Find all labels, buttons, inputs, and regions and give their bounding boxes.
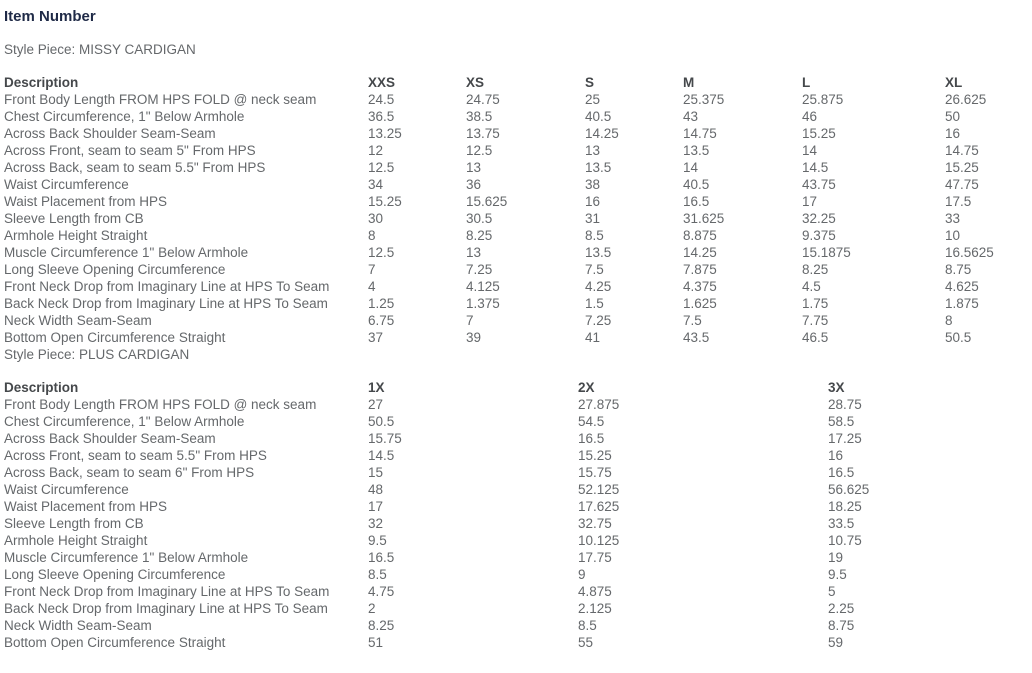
measurement-description: Waist Placement from HPS — [4, 499, 168, 514]
table-row — [4, 210, 1032, 227]
measurement-value: 33.5 — [828, 516, 855, 531]
measurement-value: 17.5 — [945, 194, 972, 209]
measurement-value: 15 — [368, 465, 384, 480]
measurement-value: 59 — [828, 635, 844, 650]
measurement-value: 34 — [368, 177, 384, 192]
measurement-value: 8.75 — [945, 262, 972, 277]
measurement-description: Armhole Height Straight — [4, 533, 148, 548]
measurement-value: 51 — [368, 635, 384, 650]
measurement-value: 2.25 — [828, 601, 855, 616]
column-header-size: 3X — [828, 380, 845, 395]
column-header-size: XXS — [368, 75, 396, 90]
measurement-value: 16 — [585, 194, 601, 209]
missy-cardigan-size-table — [4, 74, 1032, 346]
measurement-value: 10 — [945, 228, 961, 243]
column-header-size: 2X — [578, 380, 595, 395]
measurement-description: Sleeve Length from CB — [4, 516, 144, 531]
measurement-value: 25.375 — [683, 92, 725, 107]
table-row — [4, 329, 1032, 346]
measurement-description: Long Sleeve Opening Circumference — [4, 262, 226, 277]
measurement-value: 7.5 — [683, 313, 702, 328]
measurement-value: 52.125 — [578, 482, 620, 497]
measurement-description: Front Neck Drop from Imaginary Line at HPS To Seam — [4, 584, 330, 599]
table-row — [4, 464, 1032, 481]
measurement-value: 9.5 — [828, 567, 847, 582]
measurement-value: 8 — [945, 313, 953, 328]
measurement-value: 46.5 — [802, 330, 829, 345]
measurement-value: 13 — [466, 245, 482, 260]
measurement-value: 43 — [683, 109, 699, 124]
measurement-value: 4.375 — [683, 279, 717, 294]
measurement-value: 25 — [585, 92, 601, 107]
measurement-description: Chest Circumference, 1" Below Armhole — [4, 109, 245, 124]
measurement-value: 13.75 — [466, 126, 500, 141]
table-row — [4, 413, 1032, 430]
measurement-value: 9.5 — [368, 533, 387, 548]
measurement-value: 32 — [368, 516, 384, 531]
measurement-value: 4 — [368, 279, 376, 294]
table-row — [4, 91, 1032, 108]
measurement-value: 17.25 — [828, 431, 862, 446]
measurement-value: 15.625 — [466, 194, 508, 209]
measurement-value: 43.75 — [802, 177, 836, 192]
measurement-value: 15.25 — [578, 448, 612, 463]
measurement-value: 13.5 — [585, 160, 612, 175]
measurement-value: 16.5 — [683, 194, 710, 209]
table-row — [4, 159, 1032, 176]
measurement-value: 58.5 — [828, 414, 855, 429]
measurement-value: 56.625 — [828, 482, 870, 497]
measurement-value: 7.25 — [585, 313, 612, 328]
measurement-value: 15.25 — [368, 194, 402, 209]
measurement-value: 12 — [368, 143, 384, 158]
table-row — [4, 312, 1032, 329]
measurement-value: 32.75 — [578, 516, 612, 531]
measurement-value: 50.5 — [945, 330, 972, 345]
measurement-value: 27 — [368, 397, 384, 412]
column-header-size: L — [802, 75, 811, 90]
table-row — [4, 447, 1032, 464]
measurement-value: 15.1875 — [802, 245, 851, 260]
measurement-description: Long Sleeve Opening Circumference — [4, 567, 226, 582]
measurement-value: 12.5 — [466, 143, 493, 158]
measurement-value: 13.5 — [585, 245, 612, 260]
measurement-value: 9 — [578, 567, 586, 582]
table-row — [4, 566, 1032, 583]
measurement-value: 8.25 — [802, 262, 829, 277]
measurement-value: 14.75 — [683, 126, 717, 141]
measurement-value: 14 — [683, 160, 699, 175]
measurement-value: 2 — [368, 601, 376, 616]
measurement-description: Waist Placement from HPS — [4, 194, 168, 209]
measurement-value: 27.875 — [578, 397, 620, 412]
measurement-description: Across Front, seam to seam 5.5" From HPS — [4, 448, 267, 463]
measurement-value: 8.25 — [368, 618, 395, 633]
measurement-value: 36.5 — [368, 109, 395, 124]
measurement-value: 14.25 — [683, 245, 717, 260]
measurement-value: 8.25 — [466, 228, 493, 243]
measurement-value: 38.5 — [466, 109, 493, 124]
table-row — [4, 176, 1032, 193]
table-row — [4, 244, 1032, 261]
measurement-value: 1.875 — [945, 296, 979, 311]
measurement-value: 8.5 — [368, 567, 387, 582]
measurement-value: 7 — [466, 313, 474, 328]
measurement-value: 40.5 — [585, 109, 612, 124]
table-row — [4, 498, 1032, 515]
column-header-size: 1X — [368, 380, 385, 395]
measurement-value: 17.625 — [578, 499, 620, 514]
measurement-value: 1.25 — [368, 296, 395, 311]
measurement-value: 38 — [585, 177, 601, 192]
measurement-value: 15.25 — [802, 126, 836, 141]
measurement-value: 7.5 — [585, 262, 604, 277]
plus-cardigan-size-table — [4, 379, 1032, 651]
measurement-value: 14.5 — [368, 448, 395, 463]
measurement-description: Front Body Length FROM HPS FOLD @ neck seam — [4, 92, 317, 107]
measurement-value: 15.25 — [945, 160, 979, 175]
table-row — [4, 278, 1032, 295]
measurement-value: 12.5 — [368, 160, 395, 175]
measurement-value: 10.75 — [828, 533, 862, 548]
style-piece-label-plus: Style Piece: PLUS CARDIGAN — [4, 347, 190, 362]
measurement-description: Front Body Length FROM HPS FOLD @ neck seam — [4, 397, 317, 412]
measurement-value: 7.875 — [683, 262, 717, 277]
column-header-description: Description — [4, 75, 79, 90]
table-row — [4, 430, 1032, 447]
page-title: Item Number — [4, 8, 96, 25]
measurement-description: Bottom Open Circumference Straight — [4, 330, 226, 345]
measurement-value: 17 — [802, 194, 818, 209]
measurement-value: 13 — [585, 143, 601, 158]
measurement-value: 26.625 — [945, 92, 987, 107]
measurement-description: Chest Circumference, 1" Below Armhole — [4, 414, 245, 429]
measurement-value: 1.625 — [683, 296, 717, 311]
measurement-description: Across Back, seam to seam 6" From HPS — [4, 465, 255, 480]
measurement-value: 28.75 — [828, 397, 862, 412]
measurement-value: 55 — [578, 635, 594, 650]
measurement-value: 8.875 — [683, 228, 717, 243]
measurement-value: 40.5 — [683, 177, 710, 192]
measurement-value: 15.75 — [368, 431, 402, 446]
measurement-value: 13 — [466, 160, 482, 175]
table-row — [4, 227, 1032, 244]
measurement-value: 15.75 — [578, 465, 612, 480]
measurement-value: 10.125 — [578, 533, 620, 548]
measurement-description: Bottom Open Circumference Straight — [4, 635, 226, 650]
measurement-value: 1.5 — [585, 296, 604, 311]
measurement-description: Across Front, seam to seam 5" From HPS — [4, 143, 256, 158]
measurement-value: 8.5 — [585, 228, 604, 243]
measurement-description: Front Neck Drop from Imaginary Line at HPS To Seam — [4, 279, 330, 294]
measurement-value: 1.375 — [466, 296, 500, 311]
table-row — [4, 108, 1032, 125]
table-row — [4, 396, 1032, 413]
measurement-value: 4.625 — [945, 279, 979, 294]
measurement-value: 16.5625 — [945, 245, 994, 260]
measurement-description: Muscle Circumference 1" Below Armhole — [4, 245, 249, 260]
measurement-value: 50.5 — [368, 414, 395, 429]
column-header-size: M — [683, 75, 695, 90]
table-row — [4, 634, 1032, 651]
measurement-value: 7 — [368, 262, 376, 277]
measurement-value: 13.5 — [683, 143, 710, 158]
measurement-value: 14.5 — [802, 160, 829, 175]
measurement-value: 30.5 — [466, 211, 493, 226]
column-header-size: XL — [945, 75, 963, 90]
measurement-description: Armhole Height Straight — [4, 228, 148, 243]
measurement-value: 4.875 — [578, 584, 612, 599]
measurement-value: 4.125 — [466, 279, 500, 294]
table-row — [4, 532, 1032, 549]
measurement-value: 39 — [466, 330, 482, 345]
measurement-value: 14 — [802, 143, 818, 158]
measurement-value: 48 — [368, 482, 384, 497]
measurement-value: 18.25 — [828, 499, 862, 514]
measurement-description: Sleeve Length from CB — [4, 211, 144, 226]
table-row — [4, 515, 1032, 532]
measurement-value: 12.5 — [368, 245, 395, 260]
measurement-description: Muscle Circumference 1" Below Armhole — [4, 550, 249, 565]
measurement-description: Neck Width Seam-Seam — [4, 618, 152, 633]
measurement-value: 54.5 — [578, 414, 605, 429]
table-row — [4, 193, 1032, 210]
measurement-description: Across Back Shoulder Seam-Seam — [4, 431, 216, 446]
column-header-size: XS — [466, 75, 485, 90]
table-row — [4, 261, 1032, 278]
table-row — [4, 125, 1032, 142]
measurement-value: 19 — [828, 550, 844, 565]
measurement-value: 30 — [368, 211, 384, 226]
column-header-size: S — [585, 75, 595, 90]
table-row — [4, 600, 1032, 617]
measurement-description: Across Back, seam to seam 5.5" From HPS — [4, 160, 266, 175]
measurement-value: 16 — [945, 126, 961, 141]
measurement-value: 33 — [945, 211, 961, 226]
measurement-description: Across Back Shoulder Seam-Seam — [4, 126, 216, 141]
measurement-value: 7.25 — [466, 262, 493, 277]
measurement-value: 16.5 — [828, 465, 855, 480]
measurement-value: 9.375 — [802, 228, 836, 243]
measurement-value: 2.125 — [578, 601, 612, 616]
measurement-value: 37 — [368, 330, 384, 345]
measurement-description: Back Neck Drop from Imaginary Line at HPS To Seam — [4, 601, 328, 616]
measurement-description: Neck Width Seam-Seam — [4, 313, 152, 328]
column-header-description: Description — [4, 380, 79, 395]
measurement-value: 4.75 — [368, 584, 395, 599]
measurement-value: 17 — [368, 499, 384, 514]
measurement-value: 14.75 — [945, 143, 979, 158]
table-row — [4, 142, 1032, 159]
measurement-value: 46 — [802, 109, 818, 124]
measurement-value: 50 — [945, 109, 961, 124]
measurement-value: 24.75 — [466, 92, 500, 107]
measurement-value: 4.5 — [802, 279, 821, 294]
measurement-value: 8.5 — [578, 618, 597, 633]
measurement-description: Back Neck Drop from Imaginary Line at HPS To Seam — [4, 296, 328, 311]
measurement-value: 36 — [466, 177, 482, 192]
measurement-value: 7.75 — [802, 313, 829, 328]
table-row — [4, 583, 1032, 600]
measurement-value: 47.75 — [945, 177, 979, 192]
table-row — [4, 549, 1032, 566]
measurement-value: 43.5 — [683, 330, 710, 345]
measurement-value: 31 — [585, 211, 601, 226]
measurement-value: 25.875 — [802, 92, 844, 107]
measurement-value: 1.75 — [802, 296, 829, 311]
measurement-value: 31.625 — [683, 211, 725, 226]
measurement-value: 17.75 — [578, 550, 612, 565]
measurement-value: 4.25 — [585, 279, 612, 294]
table-row — [4, 295, 1032, 312]
measurement-value: 41 — [585, 330, 601, 345]
measurement-value: 16 — [828, 448, 844, 463]
measurement-description: Waist Circumference — [4, 482, 129, 497]
measurement-description: Waist Circumference — [4, 177, 129, 192]
style-piece-label-missy: Style Piece: MISSY CARDIGAN — [4, 42, 196, 57]
measurement-value: 16.5 — [578, 431, 605, 446]
measurement-value: 8 — [368, 228, 376, 243]
measurement-value: 14.25 — [585, 126, 619, 141]
measurement-value: 16.5 — [368, 550, 395, 565]
table-header-row — [4, 74, 1032, 91]
measurement-value: 5 — [828, 584, 836, 599]
measurement-value: 6.75 — [368, 313, 395, 328]
table-header-row — [4, 379, 1032, 396]
table-row — [4, 617, 1032, 634]
table-row — [4, 481, 1032, 498]
measurement-value: 13.25 — [368, 126, 402, 141]
measurement-value: 24.5 — [368, 92, 395, 107]
measurement-value: 8.75 — [828, 618, 855, 633]
measurement-value: 32.25 — [802, 211, 836, 226]
